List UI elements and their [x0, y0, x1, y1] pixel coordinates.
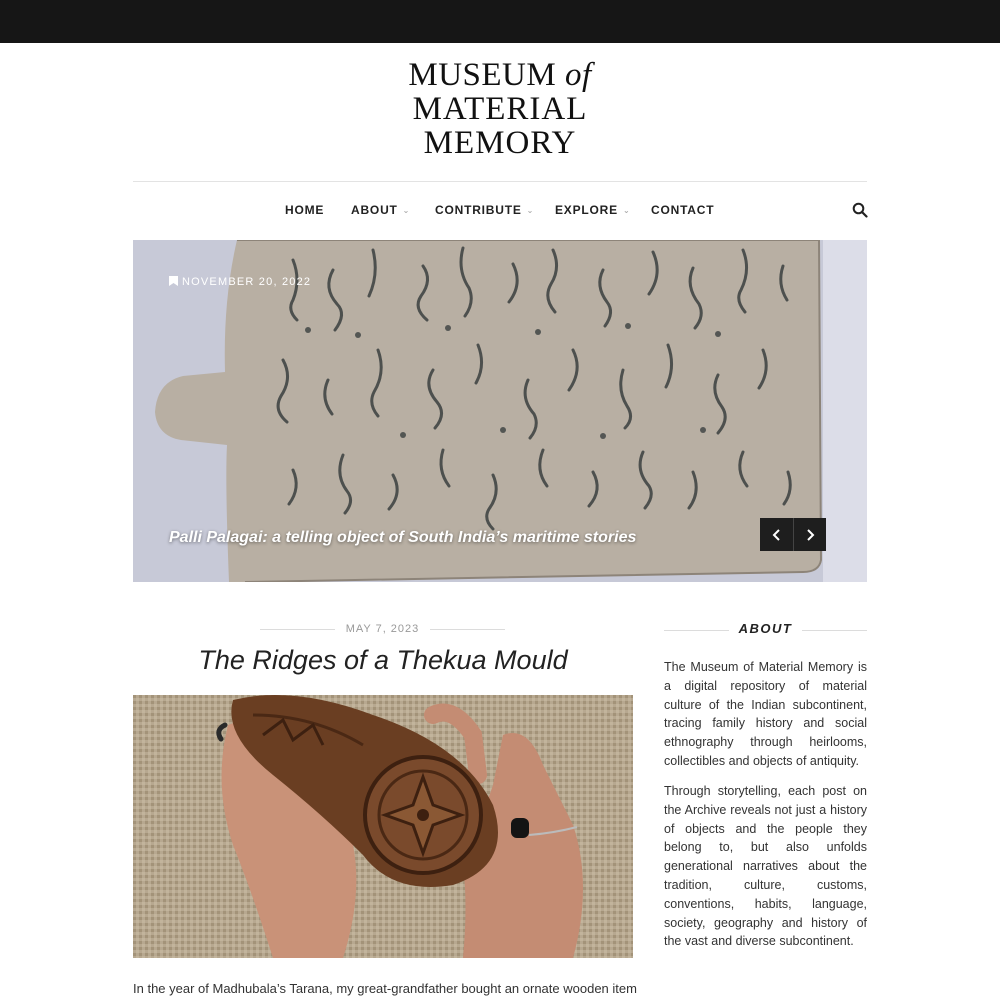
sidebar-heading-row — [664, 621, 867, 639]
slider-next-button[interactable] — [793, 518, 826, 551]
nav-item-contribute[interactable]: CONTRIBUTE ⌄ — [435, 203, 535, 217]
post-title[interactable]: The Ridges of a Thekua Mould — [198, 645, 568, 675]
divider-line — [802, 630, 867, 631]
sidebar-heading: ABOUT — [738, 621, 793, 636]
slide-date: NOVEMBER 20, 2022 — [169, 276, 311, 288]
featured-slider[interactable] — [133, 240, 867, 582]
post-image-thekua-mould[interactable] — [133, 695, 633, 958]
chevron-down-icon: ⌄ — [526, 206, 535, 215]
post-date-row — [260, 623, 505, 639]
chevron-right-icon — [805, 529, 815, 541]
bookmark-icon — [169, 276, 178, 286]
nav-item-home[interactable]: HOME — [285, 203, 325, 217]
search-icon[interactable] — [852, 202, 868, 218]
sidebar-paragraph: Through storytelling, each post on the Archive reveals not just a history of objects and the people they belong to, but also unfolds generational narratives about the tradition, culture, customs, conventions, habits, language, society, geography and history of the vast and diverse subcontinent. — [664, 784, 867, 949]
sidebar-paragraph: The Museum of Material Memory is a digital repository of material culture of the Indian subcontinent, tracing family history and social ethnography through heirlooms, collectibles and objects of antiquity. — [664, 660, 867, 768]
post-image-art — [133, 695, 633, 958]
post-date: MAY 7, 2023 — [345, 623, 420, 635]
slider-prev-button[interactable] — [760, 518, 793, 551]
logo-line-memory: MEMORY — [423, 125, 577, 161]
divider-line — [430, 629, 505, 630]
header-divider — [133, 181, 867, 182]
main-nav — [133, 196, 867, 224]
logo-line-material: MATERIAL — [412, 91, 588, 127]
nav-item-explore[interactable]: EXPLORE ⌄ — [555, 203, 631, 217]
chevron-down-icon: ⌄ — [402, 206, 411, 215]
nav-item-about[interactable]: ABOUT ⌄ — [351, 203, 411, 217]
logo-of: of — [564, 57, 592, 93]
post-excerpt: In the year of Madhubala’s Tarana, my great-grandfather bought an ornate wooden item — [133, 981, 637, 996]
nav-item-contact[interactable]: CONTACT — [651, 203, 715, 217]
logo-line-museum: MUSEUM — [408, 57, 557, 93]
top-bar — [0, 0, 1000, 43]
slide-title[interactable]: Palli Palagai: a telling object of South India’s maritime stories — [169, 529, 637, 546]
site-logo[interactable] — [380, 58, 620, 160]
chevron-down-icon: ⌄ — [622, 206, 631, 215]
chevron-left-icon — [772, 529, 782, 541]
